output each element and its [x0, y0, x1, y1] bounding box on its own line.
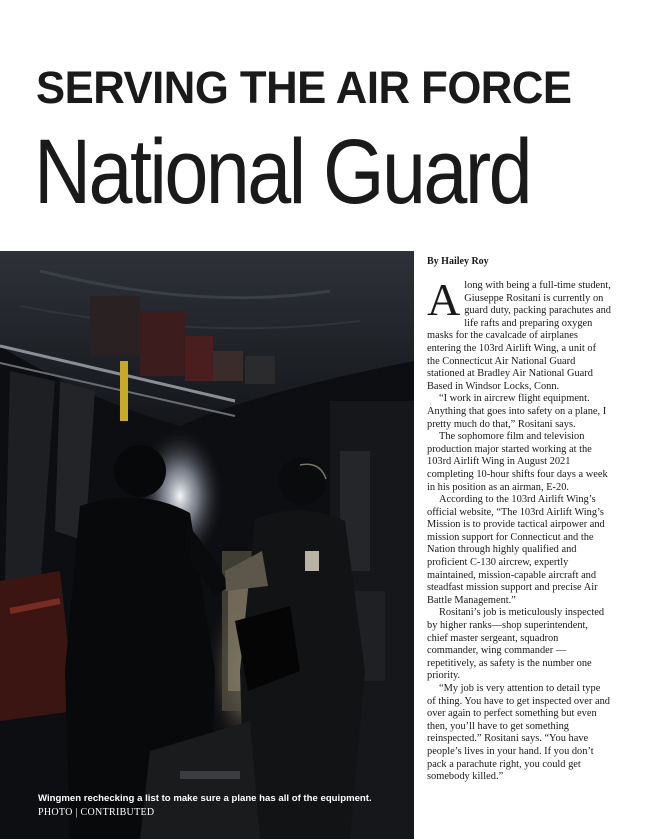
photo-caption: Wingmen rechecking a list to make sure a plane has all of the equipment.: [38, 793, 372, 804]
paragraph-text: long with being a full-time student, Giuseppe Rositani is currently on guard duty, packing parachutes and life rafts and preparing oxygen masks for the cavalcade of airplanes entering the 103rd Airlift Wing, a unit of the Connecticut Air National Guard stationed at Bradley Air National Guard Based in Windsor Locks, Conn.: [427, 280, 611, 392]
article-paragraph: The sophomore film and television production major started working at the 103rd Airlift Wing in August 2021 completing 10-hour shifts four days a week in his position as an airman, E-20.: [427, 431, 608, 493]
page-title: National Guard: [34, 121, 531, 223]
article-paragraph: [427, 274, 611, 393]
byline: By Hailey Roy: [427, 256, 489, 267]
article-paragraph: “I work in aircrew flight equipment. Anything that goes into safety on a plane, I pretty much do that,” Rositani says.: [427, 393, 607, 430]
article-paragraph: According to the 103rd Airlift Wing’s official website, “The 103rd Airlift Wing’s Mission is to provide tactical airpower and mission support for Connecticut and the Nation through highly qualified and proficient C-130 aircrew, expertly maintained, mission-capable aircraft and steadfast mission support and precise Air Battle Management.”: [427, 494, 605, 606]
article-photo: [0, 251, 414, 839]
article-paragraph: Rositani’s job is meticulously inspected by higher ranks—shop superintendent, chief master sergeant, squadron commander, wing commander — repetitively, as safety is the number one priority.: [427, 607, 605, 682]
drop-cap: A: [427, 274, 461, 325]
photo-credit: PHOTO | CONTRIBUTED: [38, 807, 155, 818]
article-body: [427, 274, 611, 784]
cargo-hold-image: [0, 251, 414, 839]
article-paragraph: “My job is very attention to detail type of thing. You have to get inspected over and over again to perfect something but even then, you’ll have to get something reinspected.” Rositani says. “You have people’s lives in your hand. If you don’t pack a parachute right, you could get somebody killed.”: [427, 683, 610, 783]
kicker-heading: SERVING THE AIR FORCE: [36, 62, 572, 113]
